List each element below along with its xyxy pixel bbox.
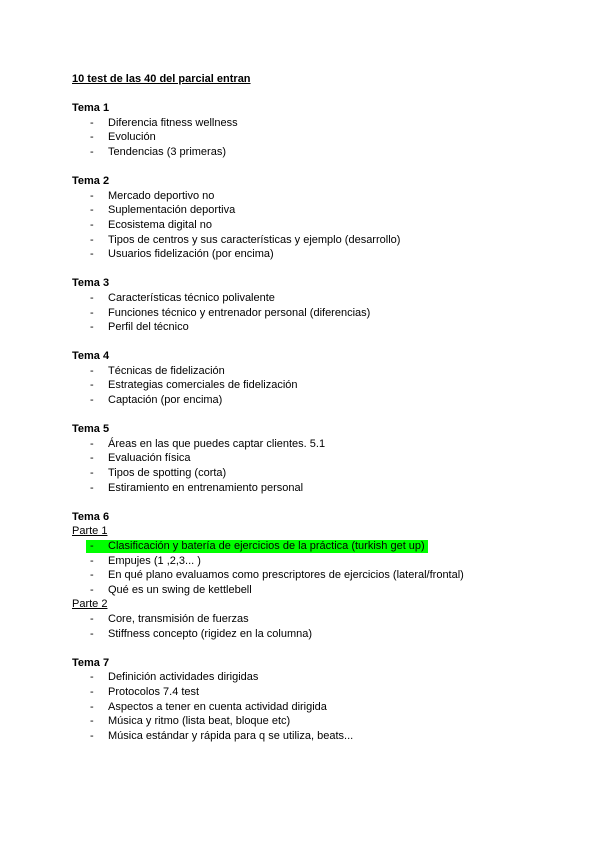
list-item-text: Definición actividades dirigidas [108, 671, 259, 684]
list-item [72, 714, 542, 729]
list-item-text: Tipos de spotting (corta) [108, 467, 227, 480]
bullet-dash: - [90, 131, 94, 144]
list-item [72, 116, 542, 131]
list-item-text: En qué plano evaluamos como prescriptores de ejercicios (lateral/frontal) [108, 569, 464, 582]
bullet-dash: - [90, 540, 94, 552]
bullet-dash: - [90, 291, 94, 304]
list-item-text: Mercado deportivo no [108, 189, 215, 202]
bullet-dash: - [90, 379, 94, 392]
bullet-dash: - [90, 437, 94, 450]
list-item-text: Captación (por encima) [108, 394, 223, 407]
list-item [72, 218, 542, 233]
list-item [72, 612, 542, 627]
section-title: Tema 7 [72, 656, 110, 669]
section-tema-3 [72, 276, 542, 334]
section-title: Tema 4 [72, 350, 110, 363]
bullet-dash: - [90, 729, 94, 742]
bullet-dash: - [90, 583, 94, 596]
list-item-text: Perfil del técnico [108, 321, 189, 334]
bullet-dash: - [90, 715, 94, 728]
list-item-text: Ecosistema digital no [108, 218, 212, 231]
bullet-dash: - [90, 685, 94, 698]
bullet-dash: - [90, 627, 94, 640]
list-item-text: Tendencias (3 primeras) [108, 145, 226, 158]
list-item [72, 378, 542, 393]
bullet-dash: - [90, 452, 94, 465]
bullet-dash: - [90, 116, 94, 129]
list-item-text: Empujes (1 ,2,3... ) [108, 554, 201, 567]
list-item-text: Áreas en las que puedes captar clientes. 5.1 [108, 437, 326, 450]
list-item [72, 364, 542, 379]
list-item [72, 306, 542, 321]
list-item-text: Diferencia fitness wellness [108, 116, 238, 129]
list-item-text: Evaluación física [108, 452, 191, 465]
bullet-dash: - [90, 204, 94, 217]
list-item-text: Protocolos 7.4 test [108, 685, 200, 698]
bullet-dash: - [90, 554, 94, 567]
bullet-list [72, 291, 542, 335]
list-item [72, 291, 542, 306]
highlighted-list-item [72, 539, 542, 554]
list-item-text: Evolución [108, 131, 156, 144]
bullet-dash: - [90, 306, 94, 319]
list-item [72, 233, 542, 248]
list-item [72, 729, 542, 744]
list-item-text: Estiramiento en entrenamiento personal [108, 481, 304, 494]
list-item [72, 393, 542, 408]
document-title: 10 test de las 40 del parcial entran [72, 73, 251, 85]
list-item [72, 700, 542, 715]
list-item [72, 189, 542, 204]
bullet-dash: - [90, 189, 94, 202]
section-tema-2 [72, 174, 542, 262]
bullet-list [72, 539, 542, 597]
list-item [72, 247, 542, 262]
section-title: Tema 3 [72, 277, 110, 290]
list-item-text: Características técnico polivalente [108, 291, 275, 304]
list-item [72, 451, 542, 466]
list-item [72, 320, 542, 335]
bullet-dash: - [90, 364, 94, 377]
list-item-text: Suplementación deportiva [108, 204, 236, 217]
bullet-list [72, 612, 542, 641]
list-item [72, 203, 542, 218]
bullet-list [72, 437, 542, 495]
list-item-text: Aspectos a tener en cuenta actividad dirigida [108, 700, 327, 713]
list-item-text: Estrategias comerciales de fidelización [108, 379, 298, 392]
bullet-list [72, 364, 542, 408]
list-item-text: Música estándar y rápida para q se utiliza, beats... [108, 729, 354, 742]
list-item-text: Técnicas de fidelización [108, 364, 225, 377]
bullet-dash: - [90, 145, 94, 158]
section-tema-6 [72, 510, 542, 641]
bullet-dash: - [90, 394, 94, 407]
list-item [72, 481, 542, 496]
section-title: Tema 6 [72, 510, 110, 523]
list-item [72, 466, 542, 481]
bullet-dash: - [90, 467, 94, 480]
list-item-text: Qué es un swing de kettlebell [108, 583, 252, 596]
section-tema-4 [72, 349, 542, 407]
bullet-list [72, 189, 542, 262]
bullet-dash: - [90, 569, 94, 582]
part-title: Parte 1 [72, 525, 108, 538]
section-title: Tema 1 [72, 102, 110, 115]
section-tema-1 [72, 101, 542, 159]
section-title: Tema 5 [72, 423, 110, 436]
list-item [72, 670, 542, 685]
part-title: Parte 2 [72, 598, 108, 611]
list-item [72, 145, 542, 160]
bullet-dash: - [90, 248, 94, 261]
list-item [72, 437, 542, 452]
list-item-text: Tipos de centros y sus características y ejemplo (desarrollo) [108, 233, 401, 246]
section-tema-5 [72, 422, 542, 495]
list-item-text: Música y ritmo (lista beat, bloque etc) [108, 715, 291, 728]
section-title: Tema 2 [72, 175, 110, 188]
bullet-dash: - [90, 321, 94, 334]
list-item-text: Clasificación y batería de ejercicios de la práctica (turkish get up) [108, 540, 425, 552]
bullet-dash: - [90, 233, 94, 246]
list-item [72, 583, 542, 598]
list-item-text: Usuarios fidelización (por encima) [108, 248, 274, 261]
list-item-text: Stiffness concepto (rigidez en la columna) [108, 627, 313, 640]
list-item [72, 627, 542, 642]
bullet-dash: - [90, 218, 94, 231]
document-page [72, 72, 542, 758]
list-item [72, 568, 542, 583]
bullet-dash: - [90, 671, 94, 684]
bullet-dash: - [90, 612, 94, 625]
bullet-dash: - [90, 700, 94, 713]
list-item [72, 685, 542, 700]
list-item [72, 130, 542, 145]
list-item-text: Funciones técnico y entrenador personal (diferencias) [108, 306, 371, 319]
section-tema-7 [72, 656, 542, 744]
list-item-text: Core, transmisión de fuerzas [108, 612, 249, 625]
bullet-list [72, 670, 542, 743]
bullet-list [72, 116, 542, 160]
list-item [72, 554, 542, 569]
bullet-dash: - [90, 481, 94, 494]
